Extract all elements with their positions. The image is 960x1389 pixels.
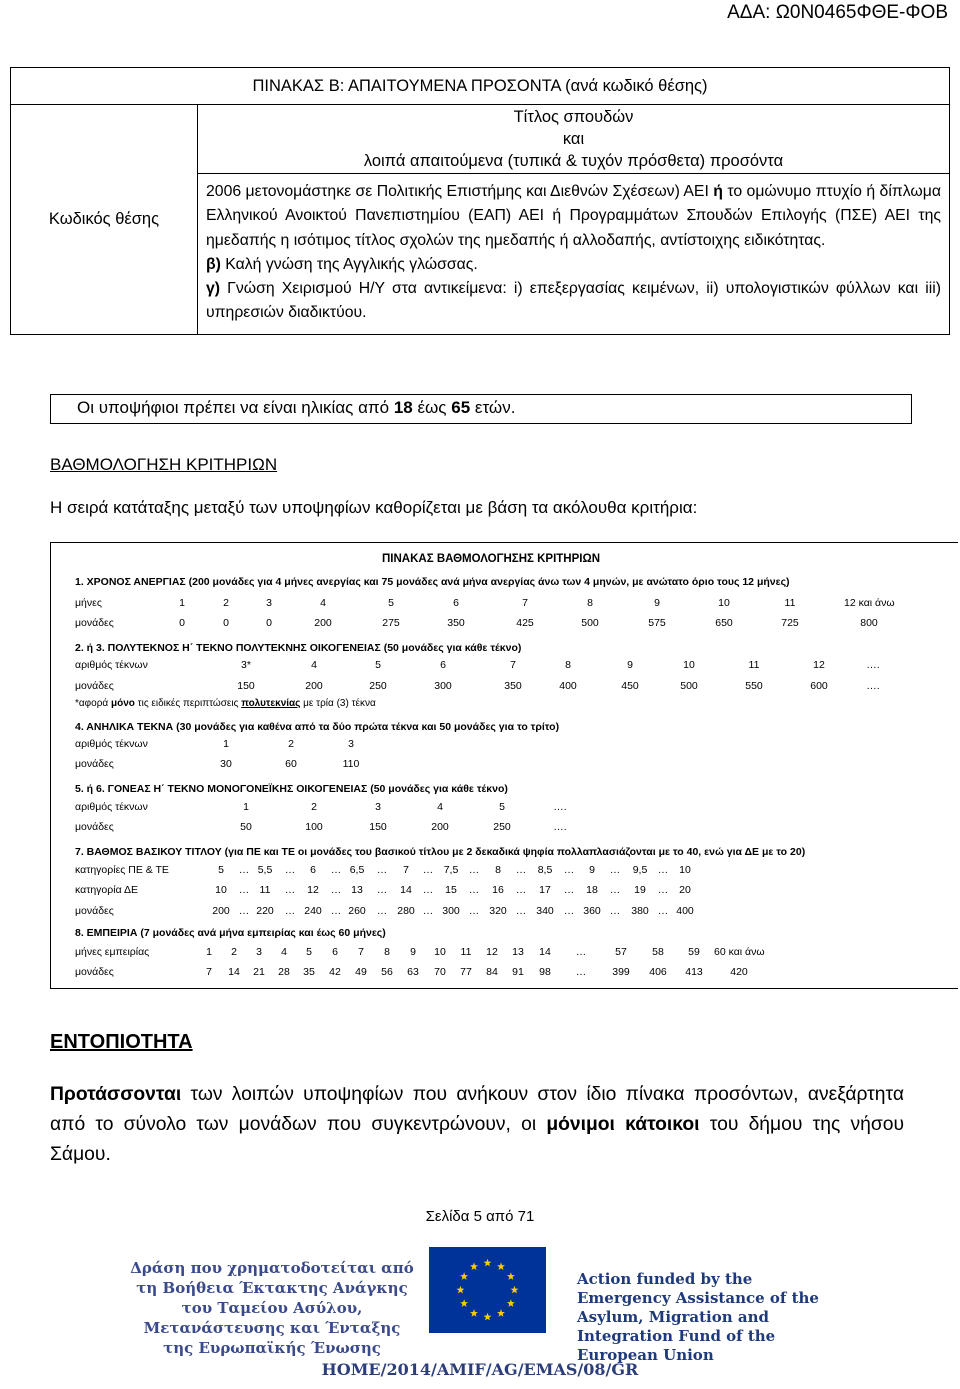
score-cell: 320: [489, 905, 507, 917]
score-cell: 42: [329, 966, 341, 978]
score-cell: 9: [410, 946, 416, 958]
score-cell: 58: [652, 946, 664, 958]
score-cell: 575: [648, 617, 666, 629]
score-cell: 420: [730, 966, 748, 978]
score-cell: 4: [437, 801, 443, 813]
footer-reference: HOME/2014/AMIF/AG/EMAS/08/GR: [321, 1360, 639, 1379]
eu-flag-logo: [429, 1247, 546, 1333]
score-cell: 400: [559, 680, 577, 692]
score-cell: 13: [512, 946, 524, 958]
score-cell: …: [515, 905, 527, 917]
score-cell: 5,5: [257, 864, 273, 876]
score-cell: …: [575, 966, 587, 978]
score-cell: …: [422, 864, 434, 876]
score-cell: 6: [332, 946, 338, 958]
eu-star: [497, 1309, 505, 1317]
score-cell: …: [657, 884, 669, 896]
score-cell: 6: [310, 864, 316, 876]
score-cell: 399: [612, 966, 630, 978]
score-cell: 12: [813, 659, 825, 671]
score-cell: 7: [403, 864, 409, 876]
eu-star: [460, 1272, 468, 1280]
score-cell: …: [609, 905, 621, 917]
score-cell: 50: [240, 821, 252, 833]
score-cell: 8: [495, 864, 501, 876]
score-cell: 800: [860, 617, 878, 629]
score-cell: 7: [522, 597, 528, 609]
score-cell: …: [422, 905, 434, 917]
score-cell: 1: [223, 738, 229, 750]
score-cell: …: [609, 864, 621, 876]
score-cell: …: [376, 864, 388, 876]
score-cell: 550: [745, 680, 763, 692]
score-cell: …: [422, 884, 434, 896]
score-cell: 3: [375, 801, 381, 813]
degree-title-header: [198, 105, 950, 174]
label-children: αριθμός τέκνων: [75, 801, 148, 813]
score-cell: 60: [285, 758, 297, 770]
score-cell: ….: [553, 821, 567, 833]
scoring-table: [50, 542, 958, 989]
score-cell: 11: [784, 597, 796, 609]
footer-english-text: Action funded by the Emergency Assistance of the Asylum, Migration and Integration Fund of the European Union: [577, 1270, 819, 1364]
section-large-family: 2. ή 3. ΠΟΛΥΤΕΚΝΟΣ Η΄ ΤΕΚΝΟ ΠΟΛΥΤΕΚΝΗΣ ΟΙΚΟΓΕΝΕΙΑΣ (50 μονάδες για κάθε τέκνο): [75, 642, 522, 654]
score-cell: …: [284, 905, 296, 917]
score-cell: 9,5: [632, 864, 648, 876]
score-cell: 63: [407, 966, 419, 978]
score-cell: …: [657, 864, 669, 876]
score-cell: 9: [627, 659, 633, 671]
score-cell: 150: [369, 821, 387, 833]
qualification-c: γ) Γνώση Χειρισμού Η/Υ στα αντικείμενα: i) επεξεργασίας κειμένων, ii) υπολογιστικών φύλλων και iii) υπηρεσιών διαδικτύου.: [206, 280, 941, 322]
score-cell: …: [238, 905, 250, 917]
score-cell: 4: [281, 946, 287, 958]
position-code-header: Κωδικός θέσης: [11, 105, 198, 335]
score-cell: 280: [397, 905, 415, 917]
score-cell: 3: [256, 946, 262, 958]
score-cell: …: [468, 884, 480, 896]
score-cell: 400: [676, 905, 694, 917]
score-cell: 200: [212, 905, 230, 917]
score-cell: 16: [492, 884, 504, 896]
score-cell: …: [330, 864, 342, 876]
score-cell: …: [575, 946, 587, 958]
score-cell: 14: [228, 966, 240, 978]
score-cell: …: [609, 884, 621, 896]
section-experience: 8. ΕΜΠΕΙΡΙΑ (7 μονάδες ανά μήνα εμπειρίας και έως 60 μήνες): [75, 927, 386, 939]
eu-stars-icon: [429, 1247, 546, 1333]
score-cell: …: [515, 864, 527, 876]
large-family-note: *αφορά μόνο τις ειδικές περιπτώσεις πολυτεκνίας με τρία (3) τέκνα: [75, 698, 376, 709]
score-cell: 70: [434, 966, 446, 978]
score-cell: …: [563, 884, 575, 896]
score-cell: 11: [259, 884, 271, 896]
score-cell: 20: [679, 884, 691, 896]
label-de: κατηγορία ΔΕ: [75, 884, 138, 896]
locality-heading: ΕΝΤΟΠΙΟΤΗΤΑ: [50, 1031, 193, 1053]
score-cell: …: [468, 864, 480, 876]
score-cell: …: [330, 884, 342, 896]
footer-greek-text: Δράση που χρηματοδοτείται από τη Βοήθεια Έκτακτης Ανάγκης του Ταμείου Ασύλου, Μετανάστευσης και Ένταξης της Ευρωπαϊκής Ένωσης: [130, 1259, 414, 1357]
score-cell: 406: [649, 966, 667, 978]
eu-star: [470, 1309, 478, 1317]
score-cell: 91: [512, 966, 524, 978]
score-cell: …: [468, 905, 480, 917]
score-cell: …: [563, 864, 575, 876]
degree-title-line1: Τίτλος σπουδών: [513, 108, 634, 126]
age-requirement: Οι υποψήφιοι πρέπει να είναι ηλικίας από 18 έως 65 ετών.: [50, 394, 912, 424]
score-cell: 6: [440, 659, 446, 671]
score-cell: …: [284, 864, 296, 876]
eu-star: [457, 1286, 465, 1294]
score-cell: 2: [311, 801, 317, 813]
score-cell: 6,5: [349, 864, 365, 876]
score-cell: 6: [453, 597, 459, 609]
score-cell: 200: [314, 617, 332, 629]
score-cell: 2: [223, 597, 229, 609]
score-cell: 0: [223, 617, 229, 629]
eu-star: [460, 1299, 468, 1307]
score-cell: 260: [348, 905, 366, 917]
score-cell: 60 και άνω: [714, 946, 765, 958]
qualifications-cell: [198, 174, 950, 335]
score-cell: 14: [400, 884, 412, 896]
score-cell: 500: [680, 680, 698, 692]
score-cell: 5: [375, 659, 381, 671]
score-cell: 300: [434, 680, 452, 692]
score-cell: 5: [306, 946, 312, 958]
score-cell: 250: [369, 680, 387, 692]
label-points: μονάδες: [75, 617, 114, 629]
score-cell: …: [376, 884, 388, 896]
score-cell: 425: [516, 617, 534, 629]
score-cell: 9: [654, 597, 660, 609]
score-cell: 12 και άνω: [844, 597, 895, 609]
score-cell: 0: [266, 617, 272, 629]
score-cell: ….: [866, 680, 880, 692]
score-cell: …: [563, 905, 575, 917]
score-cell: 98: [539, 966, 551, 978]
score-cell: …: [284, 884, 296, 896]
score-cell: 30: [220, 758, 232, 770]
score-cell: 3: [348, 738, 354, 750]
score-cell: 5: [218, 864, 224, 876]
score-cell: ….: [553, 801, 567, 813]
eu-star: [470, 1262, 478, 1270]
score-cell: …: [515, 884, 527, 896]
score-cell: 7,5: [443, 864, 459, 876]
score-cell: 11: [460, 946, 472, 958]
score-cell: 17: [539, 884, 551, 896]
score-cell: 2: [231, 946, 237, 958]
score-cell: 350: [447, 617, 465, 629]
score-cell: 8: [384, 946, 390, 958]
locality-paragraph: Προτάσσονται των λοιπών υποψηφίων που ανήκουν στον ίδιο πίνακα προσόντων, ανεξάρτητα από το σύνολο των μονάδων που συγκεντρώνουν, οι μόνιμοι κάτοικοι του δήμου της νήσου Σάμου.: [50, 1084, 904, 1165]
score-cell: 84: [486, 966, 498, 978]
score-cell: 15: [445, 884, 457, 896]
score-cell: ….: [866, 659, 880, 671]
score-cell: …: [657, 905, 669, 917]
score-cell: 7: [510, 659, 516, 671]
score-cell: 19: [634, 884, 646, 896]
section-unemployment: 1. ΧΡΟΝΟΣ ΑΝΕΡΓΙΑΣ (200 μονάδες για 4 μήνες ανεργίας και 75 μονάδες ανά μήνα ανεργίας άνω των 4 μηνών, με ανώτατο όριο τους 12 μήνες): [75, 576, 790, 588]
score-cell: 8,5: [537, 864, 553, 876]
table-b-title: ΠΙΝΑΚΑΣ Β: ΑΠΑΙΤΟΥΜΕΝΑ ΠΡΟΣΟΝΤΑ (ανά κωδικό θέσης): [11, 68, 950, 105]
score-cell: …: [238, 864, 250, 876]
score-cell: 300: [442, 905, 460, 917]
ada-code: ΑΔΑ: Ω0Ν0465ΦΘΕ-ΦΟΒ: [727, 2, 948, 23]
score-cell: 380: [631, 905, 649, 917]
requirements-table: [10, 67, 950, 335]
eu-star: [484, 1259, 492, 1267]
score-cell: 35: [303, 966, 315, 978]
score-cell: 5: [499, 801, 505, 813]
score-cell: 7: [206, 966, 212, 978]
score-cell: 49: [355, 966, 367, 978]
score-cell: 360: [583, 905, 601, 917]
score-cell: 3*: [241, 659, 251, 671]
score-cell: 10: [215, 884, 227, 896]
score-cell: 100: [305, 821, 323, 833]
degree-title-line2: και: [562, 130, 585, 148]
score-cell: 28: [278, 966, 290, 978]
score-cell: 12: [307, 884, 319, 896]
label-children: αριθμός τέκνων: [75, 659, 148, 671]
score-cell: 1: [243, 801, 249, 813]
score-cell: 57: [615, 946, 627, 958]
label-pe-te: κατηγορίες ΠΕ & ΤΕ: [75, 864, 169, 876]
score-cell: 1: [179, 597, 185, 609]
qualification-a: 2006 μετονομάστηκε σε Πολιτικής Επιστήμης και Διεθνών Σχέσεων) ΑΕΙ ή το ομώνυμο πτυχίο ή δίπλωμα Ελληνικού Ανοικτού Πανεπιστημίου (ΕΑΠ) ΑΕΙ ή Προγραμμάτων Σπουδών Επιλογής (ΠΣΕ) ΑΕΙ της ημεδαπής η ισότιμος τίτλος σχολών της ημεδαπής ή αλλοδαπής, αντίστοιχης ειδικότητας.: [206, 183, 941, 249]
scoring-table-title: ΠΙΝΑΚΑΣ ΒΑΘΜΟΛΟΓΗΣΗΣ ΚΡΙΤΗΡΙΩΝ: [382, 553, 600, 565]
score-cell: 413: [685, 966, 703, 978]
score-cell: 56: [381, 966, 393, 978]
ranking-order-text: Η σειρά κατάταξης μεταξύ των υποψηφίων καθορίζεται με βάση τα ακόλουθα κριτήρια:: [50, 498, 698, 517]
section-single-parent: 5. ή 6. ΓΟΝΕΑΣ Η΄ ΤΕΚΝΟ ΜΟΝΟΓΟΝΕΪΚΗΣ ΟΙΚΟΓΕΝΕΙΑΣ (50 μονάδες για κάθε τέκνο): [75, 783, 508, 795]
score-cell: 2: [288, 738, 294, 750]
label-experience-months: μήνες εμπειρίας: [75, 946, 150, 958]
score-cell: 10: [683, 659, 695, 671]
score-cell: 725: [781, 617, 799, 629]
score-cell: 220: [256, 905, 274, 917]
label-points: μονάδες: [75, 680, 114, 692]
label-points: μονάδες: [75, 966, 114, 978]
score-cell: 150: [237, 680, 255, 692]
score-cell: 12: [486, 946, 498, 958]
score-cell: 8: [587, 597, 593, 609]
score-cell: …: [330, 905, 342, 917]
score-cell: 10: [434, 946, 446, 958]
eu-star: [484, 1313, 492, 1321]
score-cell: 9: [589, 864, 595, 876]
label-points: μονάδες: [75, 758, 114, 770]
score-cell: 7: [358, 946, 364, 958]
score-cell: 18: [586, 884, 598, 896]
score-cell: …: [376, 905, 388, 917]
eu-star: [507, 1299, 515, 1307]
score-cell: 4: [311, 659, 317, 671]
qualification-b: β) Καλή γνώση της Αγγλικής γλώσσας.: [206, 255, 478, 273]
score-cell: 200: [305, 680, 323, 692]
score-cell: 10: [679, 864, 691, 876]
label-points: μονάδες: [75, 905, 114, 917]
score-cell: 600: [810, 680, 828, 692]
score-cell: 13: [351, 884, 363, 896]
score-cell: 340: [536, 905, 554, 917]
score-cell: 0: [179, 617, 185, 629]
degree-title-line3: λοιπά απαιτούμενα (τυπικά & τυχόν πρόσθετα) προσόντα: [363, 152, 784, 170]
score-cell: 110: [342, 758, 360, 770]
label-children: αριθμός τέκνων: [75, 738, 148, 750]
score-cell: 5: [388, 597, 394, 609]
score-cell: 1: [206, 946, 212, 958]
score-cell: 240: [304, 905, 322, 917]
section-minor-children: 4. ΑΝΗΛΙΚΑ ΤΕΚΝΑ (30 μονάδες για καθένα από τα δύο πρώτα τέκνα και 50 μονάδες για το τρίτο): [75, 721, 560, 733]
score-cell: 200: [431, 821, 449, 833]
score-cell: 10: [718, 597, 730, 609]
score-cell: 250: [493, 821, 511, 833]
label-months: μήνες: [75, 597, 102, 609]
score-cell: 21: [253, 966, 265, 978]
score-cell: 14: [539, 946, 551, 958]
label-points: μονάδες: [75, 821, 114, 833]
score-cell: 350: [504, 680, 522, 692]
score-cell: 11: [748, 659, 760, 671]
score-cell: 4: [320, 597, 326, 609]
score-cell: 8: [565, 659, 571, 671]
page-number: Σελίδα 5 από 71: [425, 1208, 535, 1225]
eu-star: [511, 1286, 519, 1294]
score-cell: 275: [382, 617, 400, 629]
score-cell: 650: [715, 617, 733, 629]
score-cell: 77: [460, 966, 472, 978]
score-cell: 3: [266, 597, 272, 609]
section-degree-grade: 7. ΒΑΘΜΟΣ ΒΑΣΙΚΟΥ ΤΙΤΛΟΥ (για ΠΕ και ΤΕ οι μονάδες του βασικού τίτλου με 2 δεκαδικά ψηφία πολλαπλασιάζονται με το 40, ενώ για ΔΕ με το 20): [75, 846, 806, 858]
eu-star: [497, 1262, 505, 1270]
score-cell: 450: [621, 680, 639, 692]
eu-star: [507, 1272, 515, 1280]
score-cell: …: [238, 884, 250, 896]
criteria-heading: ΒΑΘΜΟΛΟΓΗΣΗ ΚΡΙΤΗΡΙΩΝ: [50, 455, 278, 474]
score-cell: 500: [581, 617, 599, 629]
score-cell: 59: [688, 946, 700, 958]
